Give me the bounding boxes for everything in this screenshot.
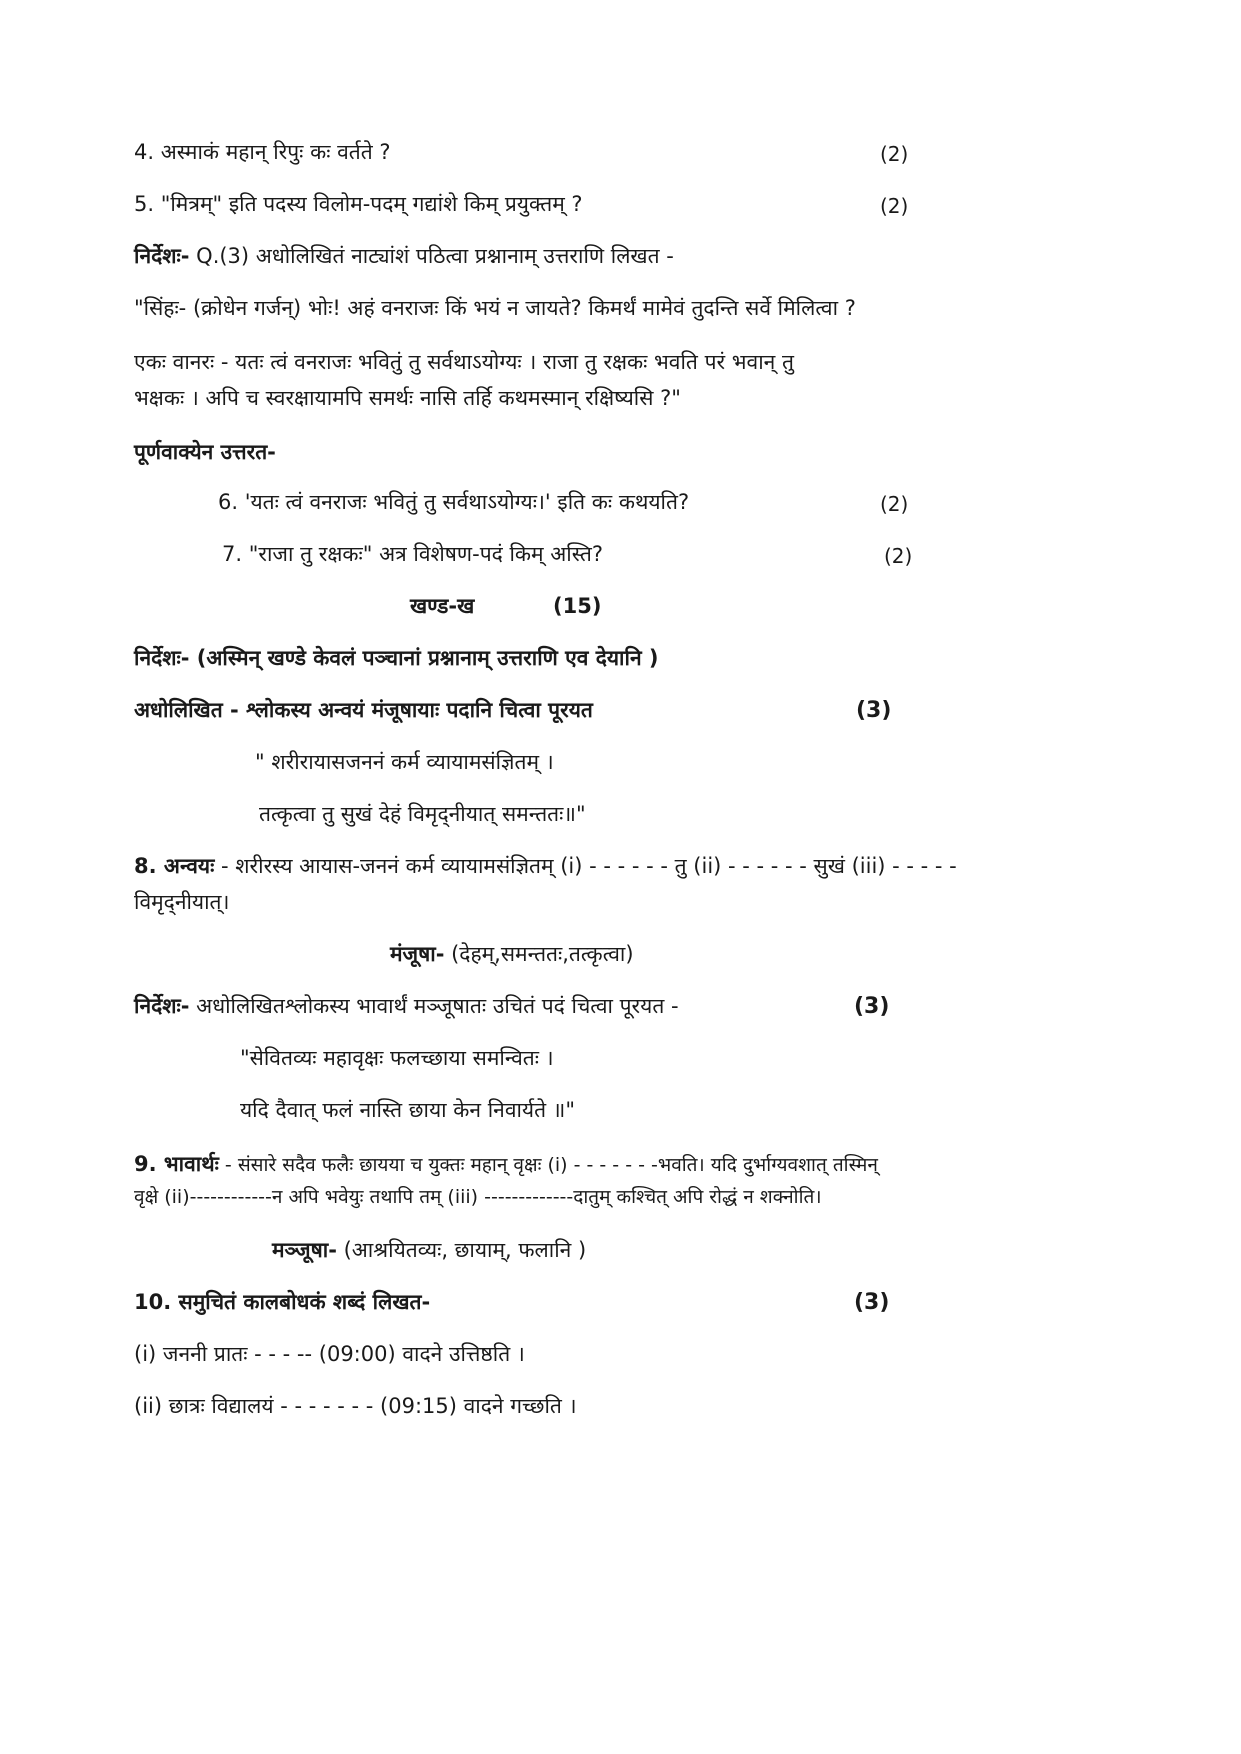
section-instruction: निर्देशः- (अस्मिन् खण्डे केवलं पञ्चानां प्रश्नानाम् उत्तराणि एव देयानि )	[134, 646, 659, 670]
question-10-part-i: (i) जननी प्रातः - - - -- (09:00) वादने उत्तिष्ठति ।	[134, 1342, 525, 1366]
question-4-marks: (2)	[880, 142, 909, 166]
instruction-text: अधोलिखितश्लोकस्य भावार्थं मञ्जूषातः उचितं पदं चित्वा पूरयत -	[189, 994, 679, 1018]
question-10: 10. समुचितं कालबोधकं शब्दं लिखत-	[134, 1290, 431, 1314]
passage-line-1: "सिंहः- (क्रोधेन गर्जन्) भोः! अहं वनराजः किं भयं न जायते? किमर्थं मामेवं तुदन्ति सर्वे मिलित्वा ?	[134, 296, 856, 320]
anvaya-instruction-marks: (3)	[856, 698, 892, 723]
bhavartha-instruction	[134, 994, 679, 1019]
question-9	[134, 1152, 878, 1177]
instruction-text: Q.(3) अधोलिखितं नाट्यांशं पठित्वा प्रश्नानाम् उत्तराणि लिखत -	[189, 244, 674, 268]
word-box-2	[272, 1238, 586, 1263]
question-5: 5. "मित्रम्" इति पदस्य विलोम-पदम् गद्यांशे किम् प्रयुक्तम् ?	[134, 192, 583, 216]
question-7-marks: (2)	[884, 544, 913, 568]
word-box-label: मंजूषा-	[390, 942, 445, 966]
word-box-words: (देहम्,समन्ततः,तत्कृत्वा)	[444, 942, 634, 966]
shloka-1-line-1: " शरीरायासजननं कर्म व्यायामसंज्ञितम् ।	[255, 750, 554, 774]
question-6-marks: (2)	[880, 492, 909, 516]
question-5-marks: (2)	[880, 194, 909, 218]
shloka-1-line-2: तत्कृत्वा तु सुखं देहं विमृद्नीयात् समन्ततः॥"	[259, 802, 586, 826]
section-marks: (15)	[553, 594, 602, 618]
passage-line-3: भक्षकः । अपि च स्वरक्षायामपि समर्थः नासि तर्हि कथमस्मान् रक्षिष्यसि ?"	[134, 386, 681, 410]
full-sentence-heading: पूर्णवाक्येन उत्तरत-	[134, 440, 276, 464]
word-box-label: मञ्जूषा-	[272, 1238, 337, 1262]
passage-line-2: एकः वानरः - यतः त्वं वनराजः भवितुं तु सर्वथाऽयोग्यः । राजा तु रक्षकः भवति परं भवान् तु	[134, 350, 794, 374]
shloka-2-line-1: "सेवितव्यः महावृक्षः फलच्छाया समन्वितः ।	[240, 1046, 554, 1070]
question-10-part-ii: (ii) छात्रः विद्यालयं - - - - - - - (09:15) वादने गच्छति ।	[134, 1394, 577, 1418]
question-8-label: 8. अन्वयः	[134, 854, 215, 878]
question-7: 7. "राजा तु रक्षकः" अत्र विशेषण-पदं किम् अस्ति?	[222, 542, 604, 566]
bhavartha-instruction-marks: (3)	[854, 994, 890, 1019]
instruction-natyansh	[134, 244, 674, 269]
question-8-line-2: विमृद्नीयात्।	[134, 890, 230, 914]
question-10-marks: (3)	[854, 1290, 890, 1315]
question-8-text: - शरीरस्य आयास-जननं कर्म व्यायामसंज्ञितम् (i) - - - - - - तु (ii) - - - - - - सुखं (iii) - - - - -	[214, 854, 957, 878]
question-9-text: - संसारे सदैव फलैः छायया च युक्तः महान् वृक्षः (i) - - - - - - -भवति। यदि दुर्भाग्यवशात् तस्मिन्	[218, 1154, 878, 1176]
anvaya-instruction: अधोलिखित - श्लोकस्य अन्वयं मंजूषायाः पदानि चित्वा पूरयत	[134, 698, 593, 722]
word-box-1	[390, 942, 634, 967]
shloka-2-line-2: यदि दैवात् फलं नास्ति छाया केन निवार्यते ॥"	[240, 1098, 575, 1122]
question-6: 6. 'यतः त्वं वनराजः भवितुं तु सर्वथाऽयोग्यः।' इति कः कथयति?	[218, 490, 690, 514]
instruction-label: निर्देशः-	[134, 244, 190, 268]
question-9-label: 9. भावार्थः	[134, 1152, 219, 1176]
word-box-words: (आश्रयितव्यः, छायाम्, फलानि )	[336, 1238, 587, 1262]
instruction-label: निर्देशः-	[134, 994, 190, 1018]
question-9-line-2: वृक्षे (ii)------------न अपि भवेयुः तथापि तम् (iii) -------------दातुम् कश्चित् अपि रोद्धं न शक्नोति।	[134, 1186, 822, 1208]
question-4: 4. अस्माकं महान् रिपुः कः वर्तते ?	[134, 140, 391, 164]
section-title: खण्ड-ख	[410, 594, 475, 618]
question-8	[134, 854, 957, 879]
